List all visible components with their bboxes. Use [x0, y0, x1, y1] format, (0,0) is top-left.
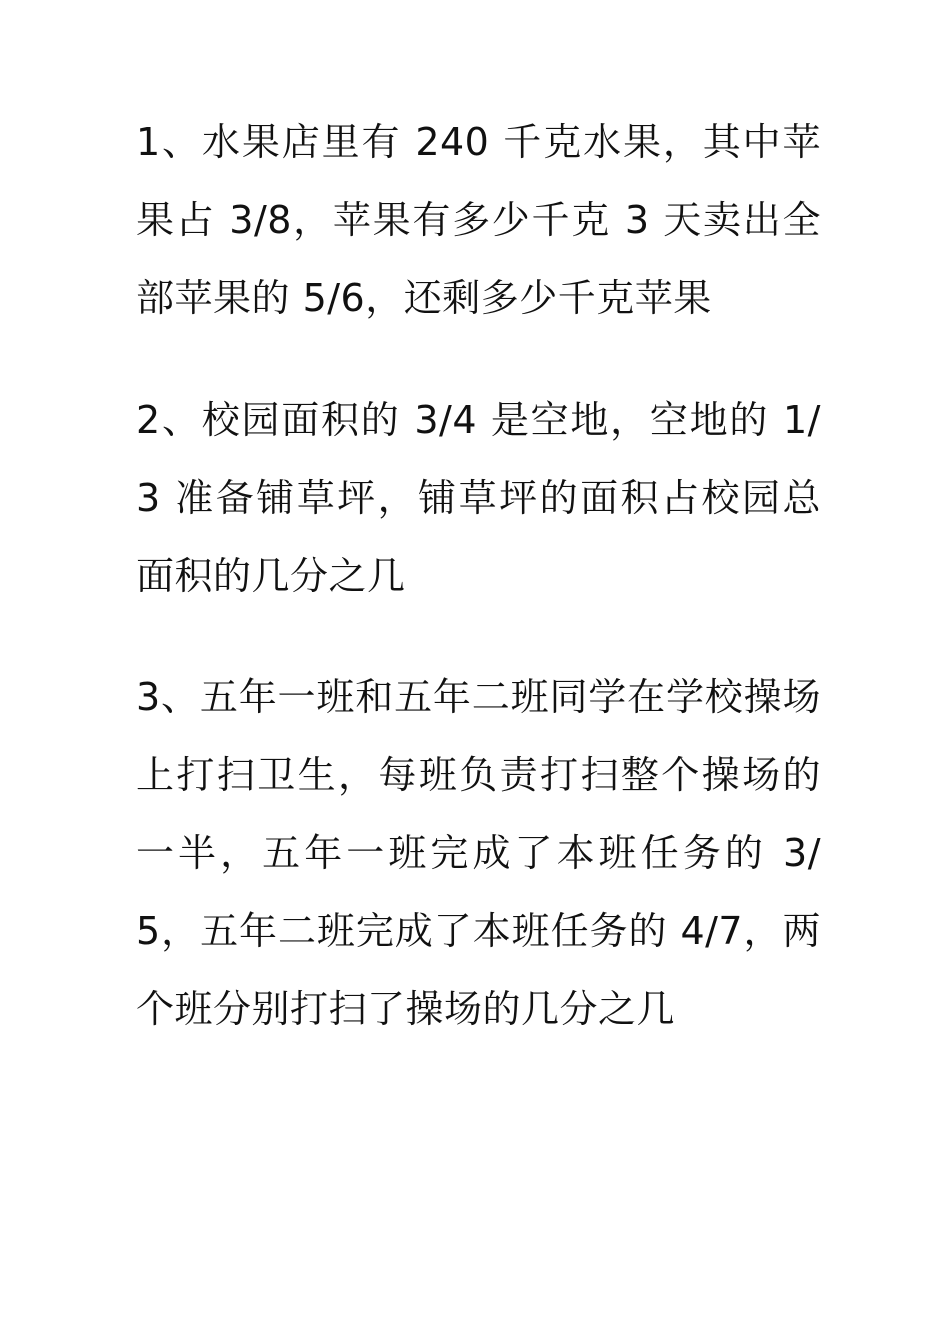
- problem-3-text: 3、五年一班和五年二班同学在学校操场上打扫卫生，每班负责打扫整个操场的一半，五年一班完成了本班任务的 3/5，五年二班完成了本班任务的 4/7，两个班分别打扫了操场的几分之几: [136, 675, 821, 1031]
- problem-1-text: 1、水果店里有 240 千克水果，其中苹果占 3/8，苹果有多少千克 3 天卖出全部苹果的 5/6，还剩多少千克苹果: [136, 120, 821, 320]
- problem-2-text: 2、校园面积的 3/4 是空地，空地的 1/3 准备铺草坪，铺草坪的面积占校园总面积的几分之几: [136, 398, 821, 598]
